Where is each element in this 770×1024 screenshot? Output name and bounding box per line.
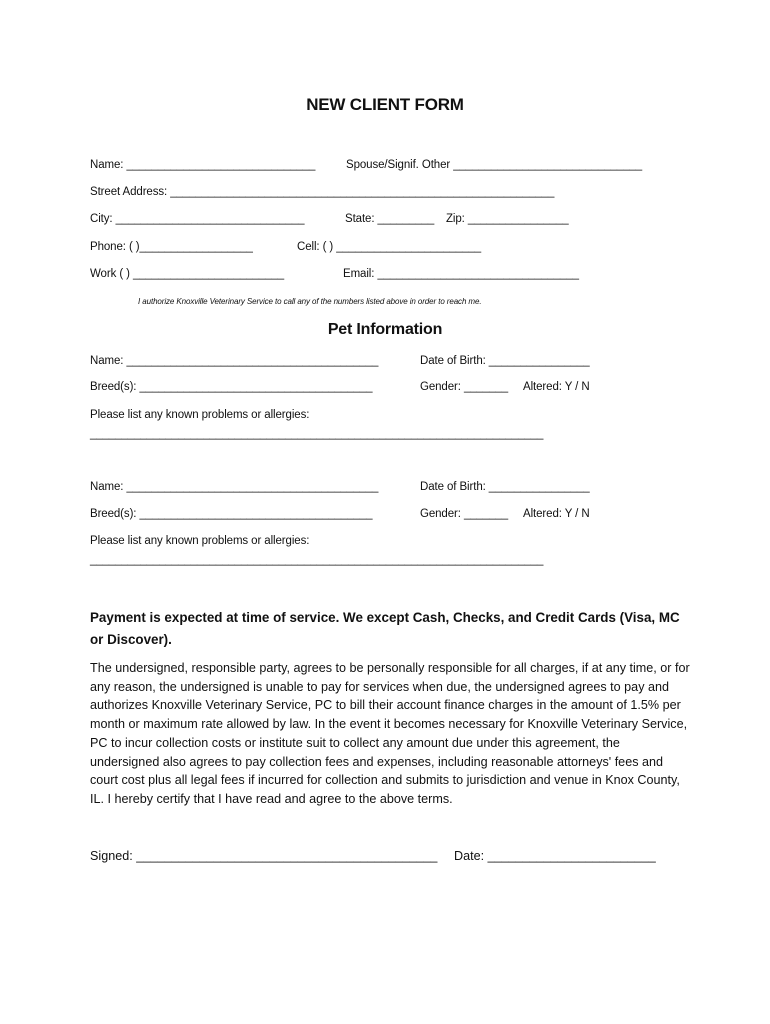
- form-title: NEW CLIENT FORM: [306, 95, 464, 114]
- state-field[interactable]: State: _________: [345, 213, 435, 225]
- city-field[interactable]: City: ______________________________: [90, 213, 305, 225]
- pet2-gender-field[interactable]: Gender: _______: [420, 508, 509, 520]
- pet1-dob-field[interactable]: Date of Birth: ________________: [420, 355, 590, 367]
- pet1-name-field[interactable]: Name: ________________________________________: [90, 355, 379, 367]
- pet1-problems-label: Please list any known problems or allergies:: [90, 409, 310, 421]
- zip-field[interactable]: Zip: ________________: [446, 213, 569, 225]
- agreement-paragraph: The undersigned, responsible party, agrees to be personally responsible for all charges, if at any time, or for any reason, the undersigned is unable to pay for services when due, the undersigned agrees to pay and authorizes Knoxville Veterinary Service, PC to bill their account finance charges in the amount of 1.5% per month or maximum rate allowed by law. In the event it becomes necessary for Knoxville Veterinary Service, PC to incur collection costs or institute suit to collect any amount due under this agreement, the undersigned also agrees to pay collection fees and expenses, including reasonable attorneys' fees and court cost plus all legal fees if incurred for collection and submits to jurisdiction and venue in Knox County, IL. I hereby certify that I have read and agree to the above terms.: [90, 661, 690, 806]
- client-name-field[interactable]: Name: ______________________________: [90, 159, 316, 171]
- pet2-altered-field[interactable]: Altered: Y / N: [523, 508, 590, 520]
- spouse-field[interactable]: Spouse/Signif. Other ______________________________: [346, 159, 643, 171]
- pet2-name-field[interactable]: Name: ________________________________________: [90, 481, 379, 493]
- pet1-gender-field[interactable]: Gender: _______: [420, 381, 509, 393]
- signature-field[interactable]: Signed: ___________________________________________: [90, 849, 438, 863]
- phone-field[interactable]: Phone: ( )__________________: [90, 241, 253, 253]
- payment-statement: Payment is expected at time of service. We except Cash, Checks, and Credit Cards (Visa, MC or Discover).: [90, 610, 680, 647]
- pet-info-heading: Pet Information: [327, 321, 443, 338]
- email-field[interactable]: Email: ________________________________: [343, 268, 579, 280]
- street-address-field[interactable]: Street Address: _____________________________________________________________: [90, 186, 555, 198]
- pet1-breed-field[interactable]: Breed(s): _____________________________________: [90, 381, 373, 393]
- pet2-problems-line[interactable]: ________________________________________________________________________: [90, 554, 544, 566]
- pet1-altered-field[interactable]: Altered: Y / N: [523, 381, 590, 393]
- pet2-dob-field[interactable]: Date of Birth: ________________: [420, 481, 590, 493]
- cell-field[interactable]: Cell: ( ) _______________________: [297, 241, 482, 253]
- pet2-breed-field[interactable]: Breed(s): _____________________________________: [90, 508, 373, 520]
- work-phone-field[interactable]: Work ( ) ________________________: [90, 268, 285, 280]
- pet2-problems-label: Please list any known problems or allergies:: [90, 535, 310, 547]
- pet1-problems-line[interactable]: ________________________________________________________________________: [90, 428, 544, 440]
- date-field[interactable]: Date: ________________________: [454, 849, 656, 863]
- authorize-note: I authorize Knoxville Veterinary Service to call any of the numbers listed above in order to reach me.: [138, 297, 482, 306]
